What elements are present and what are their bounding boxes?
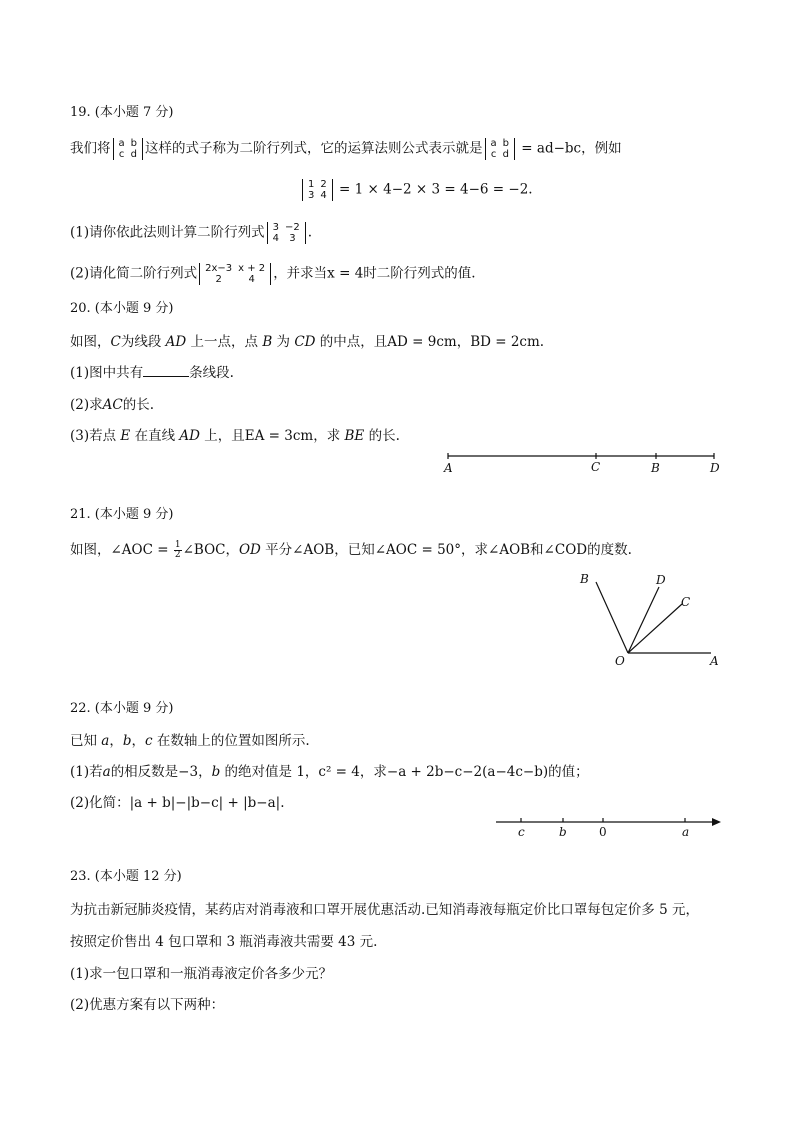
q19-intro <box>70 138 622 160</box>
determinant-general-rule: a b c d <box>485 138 516 160</box>
q19-intro-c: = ad−bc，例如 <box>517 140 622 157</box>
q19-header: 19. (本小题 7 分) <box>70 105 174 120</box>
label-zero: 0 <box>599 825 607 839</box>
label-b: B <box>580 572 589 586</box>
fraction-half: $\frac{1}{2}$ <box>174 540 181 560</box>
determinant-example: 1 2 3 4 <box>302 179 333 201</box>
q22-part2: (2)化简：|a + b|−|b−c| + |b−a|. <box>70 795 285 811</box>
q20-part2: (2)求AC的长. <box>70 397 155 413</box>
q20-statement: 如图，C为线段 AD 上一点，点 B 为 CD 的中点，且AD = 9cm，BD = 2cm. <box>70 334 545 350</box>
label-a: A <box>444 461 453 475</box>
label-c: C <box>681 595 691 609</box>
arrow-head-icon <box>712 818 721 826</box>
q23-line2: 按照定价售出 4 包口罩和 3 瓶消毒液共需要 43 元. <box>70 934 378 950</box>
q22-part1: (1)若a的相反数是−3，b 的绝对值是 1，c² = 4，求−a + 2b−c−2(a−4c−b)的值； <box>70 764 589 780</box>
q23-header: 23. (本小题 12 分) <box>70 869 182 884</box>
label-c: c <box>518 825 525 839</box>
determinant-part2: 2x−3 x + 2 2 4 <box>199 263 271 285</box>
q23-part1: (1)求一包口罩和一瓶消毒液定价各多少元？ <box>70 966 333 982</box>
q20-part3: (3)若点 E 在直线 AD 上，且EA = 3cm，求 BE 的长. <box>70 428 400 444</box>
q23-part2: (2)优惠方案有以下两种： <box>70 997 225 1013</box>
ray-ob <box>596 582 628 653</box>
q19-example-rhs: = 1 × 4−2 × 3 = 4−6 = −2. <box>334 181 533 198</box>
answer-blank[interactable] <box>143 364 189 377</box>
label-o: O <box>615 654 625 668</box>
determinant-part1: 3 −2 4 3 <box>267 222 306 244</box>
q21-statement: 如图，∠AOC = $\frac{1}{2}$ ∠BOC，OD 平分∠AOB，已知∠AOC = 50°，求∠AOB和∠COD的度数. <box>70 540 632 560</box>
q20-header: 20. (本小题 9 分) <box>70 301 174 316</box>
q21-header: 21. (本小题 9 分) <box>70 507 174 522</box>
determinant-general: a b c d <box>113 138 144 160</box>
number-line-figure <box>490 810 725 840</box>
segment-figure <box>440 445 730 477</box>
label-b: b <box>559 825 567 839</box>
label-b: B <box>651 461 660 475</box>
label-d: D <box>656 573 666 587</box>
q19-intro-a: 我们将 <box>70 140 111 157</box>
q19-intro-b: 这样的式子称为二阶行列式，它的运算法则公式表示就是 <box>145 140 483 157</box>
q22-statement: 已知 a，b，c 在数轴上的位置如图所示. <box>70 733 310 749</box>
label-d: D <box>710 461 720 475</box>
label-a: a <box>682 825 690 839</box>
ray-od <box>628 587 659 653</box>
q20-part1: (1)图中共有 条线段. <box>70 365 234 381</box>
angle-figure <box>570 565 730 673</box>
q23-line1: 为抗击新冠肺炎疫情，某药店对消毒液和口罩开展优惠活动.已知消毒液每瓶定价比口罩每包定价多 5 元， <box>70 902 699 918</box>
label-a: A <box>710 654 719 668</box>
q22-header: 22. (本小题 9 分) <box>70 701 174 716</box>
q19-example <box>300 179 533 201</box>
label-c: C <box>591 460 601 474</box>
ray-oc <box>628 604 682 653</box>
q19-part2: (2)请化简二阶行列式 2x−3 x + 2 2 4 ，并求当x = 4时二阶行列式的值. <box>70 263 476 285</box>
q19-part1: (1)请你依此法则计算二阶行列式 3 −2 4 3 . <box>70 222 313 244</box>
